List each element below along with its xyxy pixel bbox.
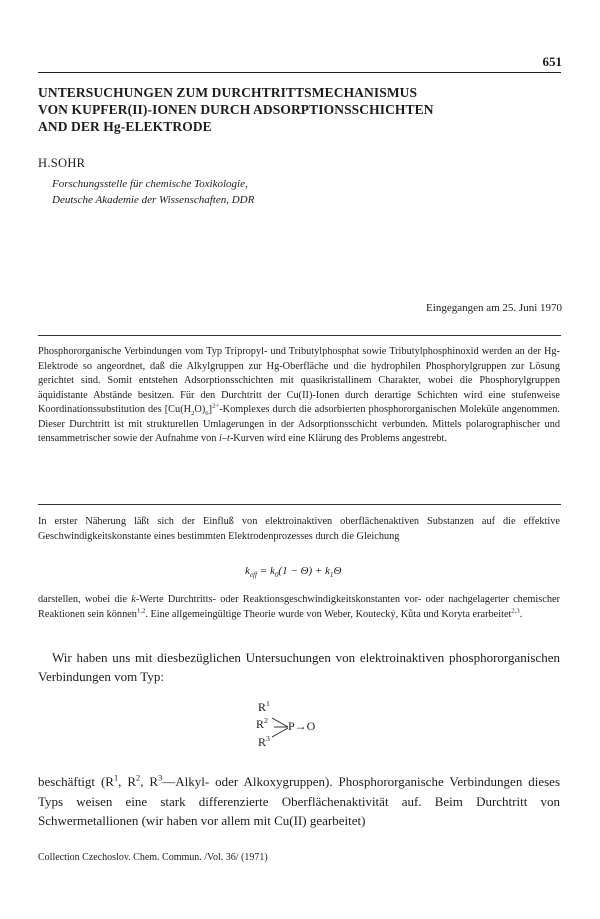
body2-text-1: beschäftigt (R xyxy=(38,774,114,789)
after-eq-text-3: . Eine allgemeingültige Theorie wurde von Weber, Koutecký, Kůta und Koryta erarbeitet xyxy=(145,608,512,620)
body2-text-3: , R xyxy=(140,774,159,789)
body2-sup-3: 3 xyxy=(158,772,163,783)
abstract-bottom-rule xyxy=(38,504,561,505)
body2-sup-1: 1 xyxy=(113,772,119,783)
received-date: Eingegangen am 25. Juni 1970 xyxy=(426,302,562,314)
equation xyxy=(245,565,342,580)
reference-2-3: 2,3 xyxy=(511,607,520,615)
after-equation-paragraph xyxy=(38,593,560,622)
eq-mid: = k xyxy=(257,565,275,577)
eq-tail: Θ xyxy=(333,565,342,577)
article-title xyxy=(38,84,558,135)
formula-r1: $R^1$ xyxy=(258,699,270,714)
eq-rest: (1 − Θ) + k xyxy=(278,565,330,577)
abstract xyxy=(38,345,560,447)
affiliation xyxy=(52,176,254,208)
abstract-sub-6: 6 xyxy=(205,410,209,418)
abstract-sup-charge: 2+ xyxy=(212,402,220,410)
eq-lhs-sub: eff xyxy=(249,571,258,580)
body-paragraph-3 xyxy=(38,772,560,831)
affiliation-line-1: Forschungsstelle für chemische Toxikologie, xyxy=(52,178,248,190)
abstract-top-rule xyxy=(38,335,561,336)
body2-text-2: , R xyxy=(118,774,137,789)
eq-mid-sub: 0 xyxy=(274,571,279,580)
title-line-3: AND DER Hg-ELEKTRODE xyxy=(38,119,212,134)
page-number: 651 xyxy=(542,54,562,69)
body2-sup-2: 2 xyxy=(136,772,141,783)
abstract-sub-2: 2 xyxy=(191,410,195,418)
author: H.SOHR xyxy=(38,156,86,170)
formula-phosphoryl: P→O xyxy=(288,719,316,733)
abstract-text-3: ] xyxy=(208,404,213,415)
body2-text-4: —Alkyl- oder Alkoxygruppen). Phosphororganische Verbindungen dieses Typs weisen eine stark differenzierte Oberflächenaktivität auf. Beim Durchtritt von Schwermetallionen (wir haben vor allem mit Cu(II) gearbeitet) xyxy=(38,774,561,828)
paragraph-2-text: Wir haben uns mit diesbezüglichen Untersuchungen von elektroinaktiven phosphororganischen Verbindungen vom Typ: xyxy=(38,650,560,684)
title-line-1: UNTERSUCHUNGEN ZUM DURCHTRITTSMECHANISMUS xyxy=(38,85,418,100)
after-eq-text-4: . xyxy=(519,608,523,620)
eq-lhs: k xyxy=(245,565,250,577)
affiliation-line-2: Deutsche Akademie der Wissenschaften, DDR xyxy=(52,194,255,206)
after-eq-italic-k: k xyxy=(131,594,136,605)
after-eq-text-1: darstellen, wobei die xyxy=(38,594,132,605)
after-eq-text-2: -Werte Durchtritts- oder Reaktionsgeschwindigkeitskonstanten vor- oder nachgelagerter chemischer Reaktionen sein können xyxy=(38,594,560,620)
reference-1-2: 1,2 xyxy=(136,607,146,615)
formula-r3: $R^3$ xyxy=(258,734,270,749)
structural-formula xyxy=(256,700,346,750)
eq-rest-sub: 1 xyxy=(329,571,334,580)
abstract-text-2: O) xyxy=(194,404,206,415)
journal-footer: Collection Czechoslov. Chem. Commun. /Vol. 36/ (1971) xyxy=(38,852,268,863)
paragraph-2 xyxy=(38,648,560,686)
header-rule xyxy=(38,72,561,73)
abstract-text-1: Phosphororganische Verbindungen vom Typ Tripropyl- und Tributylphosphat sowie Tributylphosphinoxid werden an der Hg-Elektrode so angeordnet, daß die Alkylgruppen zur Hg-Oberfläche und die hydrophilen Phosphorylgruppen zur Lösung gerichtet sind. Somit entstehen Adsorptionsschichten mit quasikristallinem Charakter, wobei die Phosphorylgruppen äquidistante Abstände besitzen. Für den Durchtritt der Cu(II)-Ionen durch derartige Schichten wird eine stufenweise Koordinationssubstitution des [Cu(H xyxy=(38,346,560,415)
formula-r2: $R^2$ xyxy=(256,716,268,731)
abstract-text-4: -Komplexes durch die adsorbierten phosphororganischen Moleküle angenommen. Dieser Durchtritt ist mit strukturellen Umlagerungen in der Adsorptionsschicht verbunden. Mittels polarographischer und tensammetrischer sowie der Aufnahme von xyxy=(38,404,560,444)
title-line-2: VON KUPFER(II)-IONEN DURCH ADSORPTIONSSCHICHTEN xyxy=(38,102,434,117)
intro-paragraph: In erster Näherung läßt sich der Einfluß von elektroinaktiven oberflächenaktiven Substanzen auf die effektive Geschwindigkeitskonstante eines bestimmten Elektrodenprozesses durch die Gleichung xyxy=(38,516,560,542)
abstract-text-5: -Kurven wird eine Klärung des Problems angestrebt. xyxy=(229,433,447,444)
abstract-italic-it: i–t xyxy=(219,433,230,444)
